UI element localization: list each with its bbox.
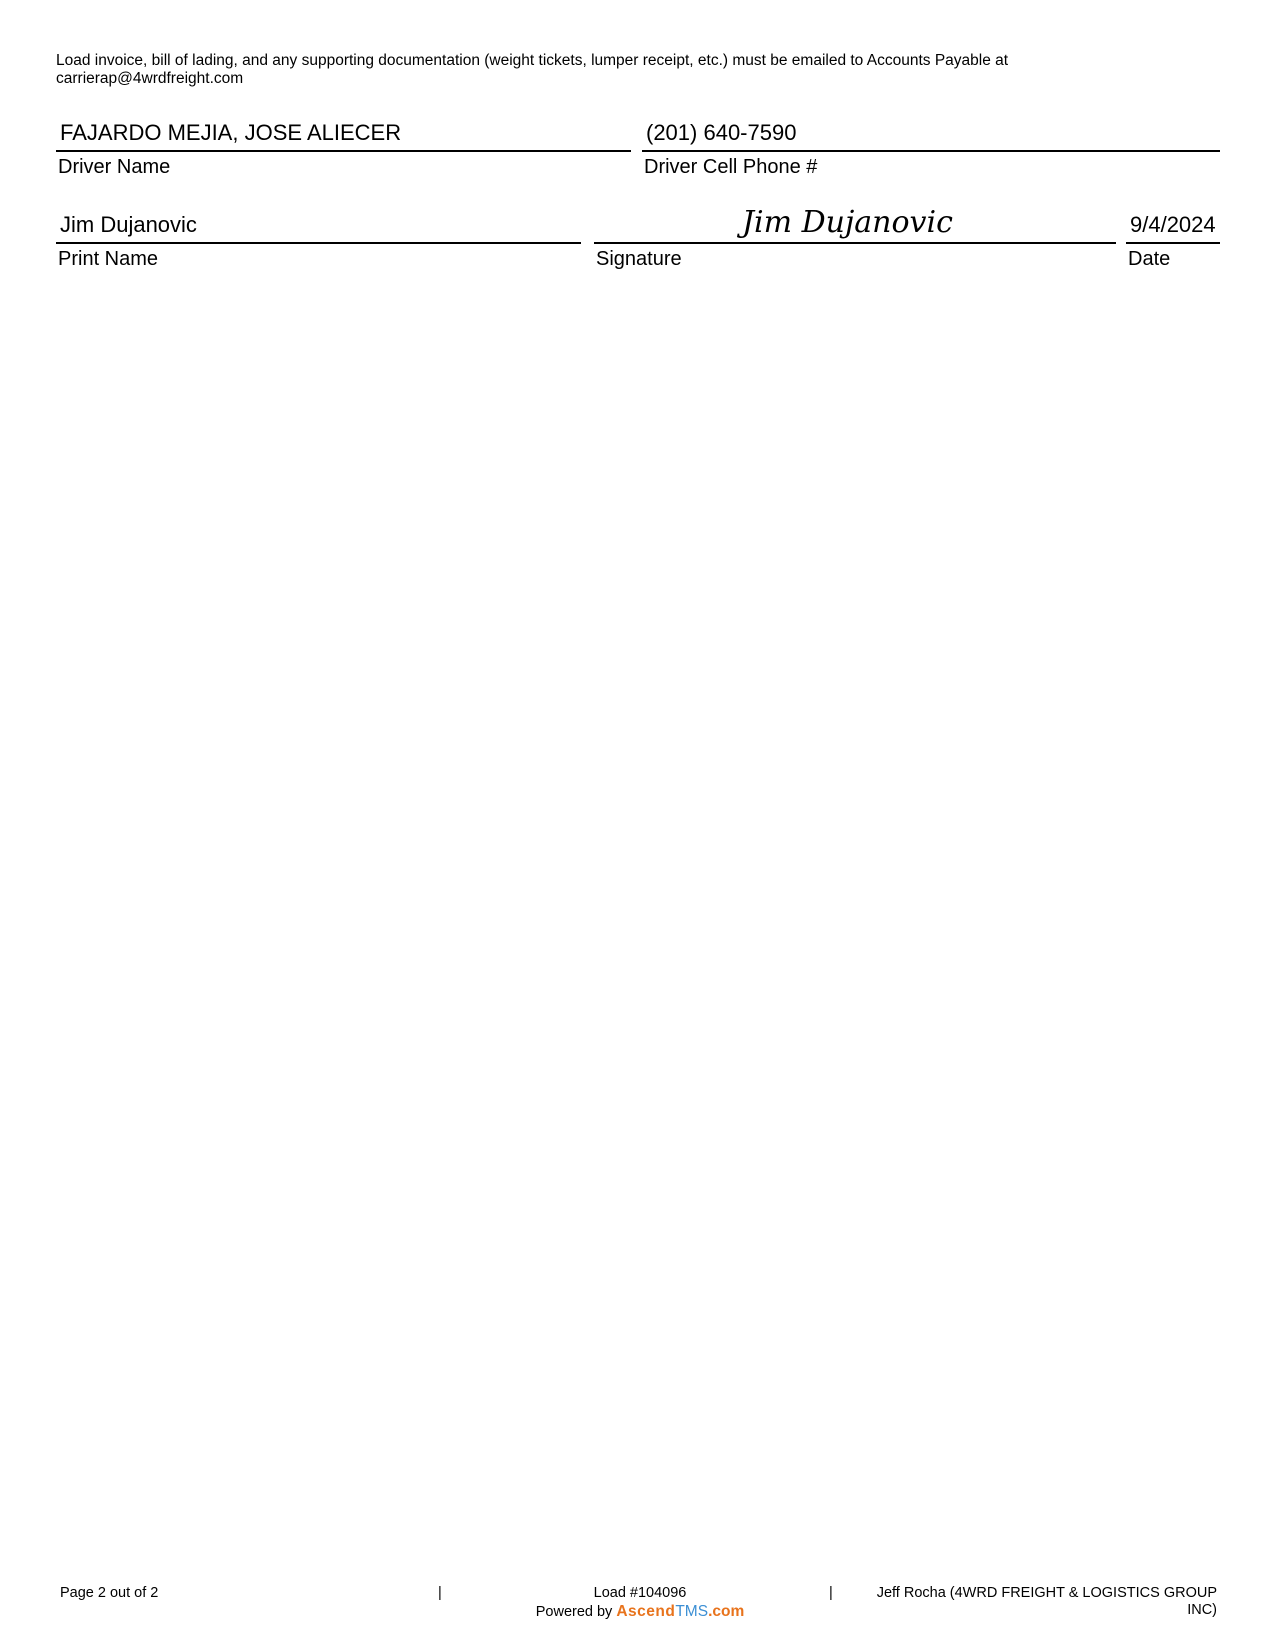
print-name-value: Jim Dujanovic <box>56 208 581 244</box>
page-number: Page 2 out of 2 <box>60 1585 159 1601</box>
driver-name-value: FAJARDO MEJIA, JOSE ALIECER <box>56 116 631 152</box>
driver-name-field <box>56 116 631 180</box>
load-number: Load #104096 <box>593 1585 687 1601</box>
brand-dotcom: .com <box>708 1603 745 1620</box>
driver-name-label: Driver Name <box>58 156 171 178</box>
brand-logo <box>616 1603 744 1620</box>
driver-phone-field <box>642 116 1220 180</box>
footer-separator-left: | <box>438 1585 442 1601</box>
signature-line <box>594 205 1116 244</box>
driver-phone-label: Driver Cell Phone # <box>644 156 818 178</box>
driver-phone-value: (201) 640-7590 <box>642 116 1220 152</box>
footer-user: Jeff Rocha (4WRD FREIGHT & LOGISTICS GROUP INC) <box>876 1585 1217 1618</box>
date-value: 9/4/2024 <box>1126 208 1220 244</box>
signature-text: Jim Dujanovic <box>742 205 953 240</box>
powered-by-label: Powered by <box>535 1604 613 1620</box>
signature-field <box>594 205 1116 272</box>
footer-separator-right: | <box>829 1585 833 1601</box>
powered-by-line <box>520 1603 760 1621</box>
signature-label: Signature <box>596 248 682 270</box>
print-name-field <box>56 208 581 272</box>
handwritten-signature <box>594 202 1116 242</box>
email-instructions: Load invoice, bill of lading, and any supporting documentation (weight tickets, lumper receipt, etc.) must be emailed to Accounts Payable at carrierap@4wrdfreight.com <box>56 52 1009 87</box>
date-label: Date <box>1128 248 1171 270</box>
brand-tms: TMS <box>675 1603 709 1620</box>
print-name-label: Print Name <box>58 248 159 270</box>
date-field <box>1126 208 1220 272</box>
brand-ascend: Ascend <box>616 1603 676 1620</box>
